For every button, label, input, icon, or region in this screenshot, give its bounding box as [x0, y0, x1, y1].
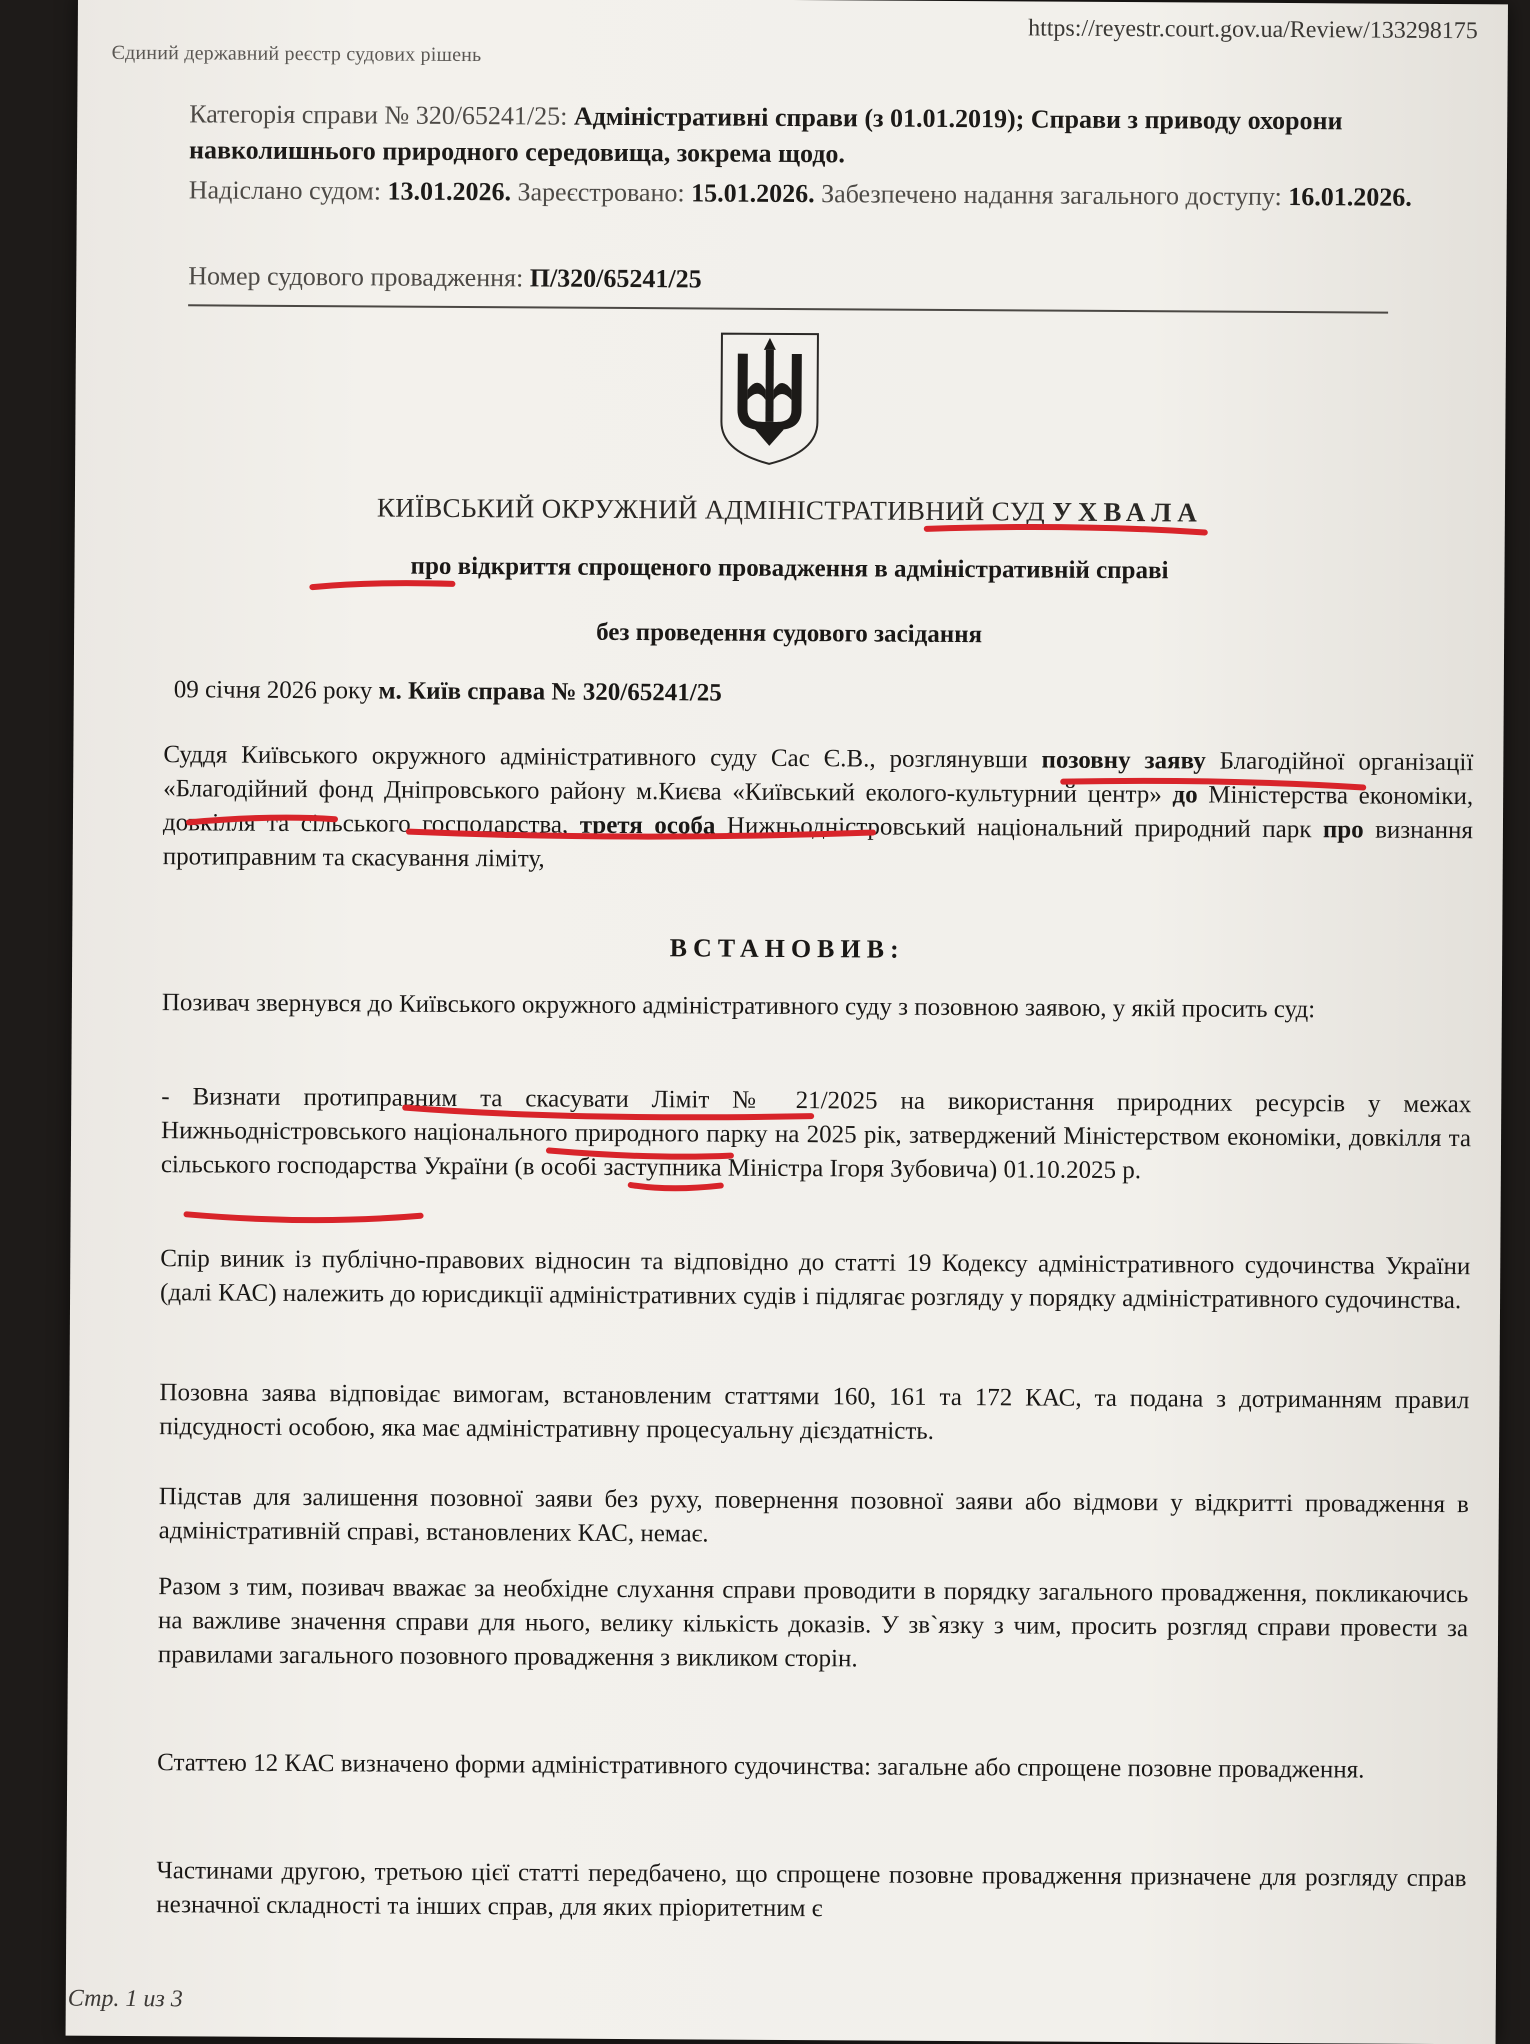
- sent-value: 13.01.2026.: [387, 176, 512, 207]
- proceeding-label: Номер судового провадження:: [188, 261, 524, 293]
- page-counter: Стр. 1 из 3: [67, 1985, 183, 2013]
- text-run-bold: до: [1172, 781, 1198, 809]
- ruling-subtitle: про відкриття спрощеного провадження в адміністративній справі: [410, 552, 1169, 585]
- category-label: Категорія справи № 320/65241/25:: [189, 99, 568, 131]
- category-value: Адміністративні справи (з 01.01.2019); Справи з приводу охорони навколишнього природного середовища, зокрема щодо.: [188, 101, 1343, 169]
- paragraph: Статтею 12 КАС визначено форми адміністративного судочинства: загальне або спрощене позовне провадження.: [157, 1749, 1365, 1784]
- paragraph: Разом з тим, позивач вважає за необхідне слухання справи проводити в порядку загального провадження, покликаючись на важливе значення справи для нього, велику кількість доказів. У зв`язку з чим, просить розгляд справи провести за правилами загального позовного провадження з викликом сторін.: [157, 1573, 1469, 1673]
- paragraph: Спір виник із публічно-правових відносин та відповідно до статті 19 Кодексу адміністративного судочинства України (далі КАС) належить до юрисдикції адміністративних судів і підлягає розгляду у порядку адміністративного судочинства.: [160, 1245, 1471, 1315]
- case-category: [189, 96, 1469, 176]
- document-type: УХВАЛА: [1052, 496, 1203, 528]
- trident-emblem-icon: [717, 330, 822, 469]
- text-run: визнання протиправним та скасування ліміту,: [162, 816, 1474, 873]
- ruling-subtitle-2: без проведення судового засідання: [596, 618, 983, 649]
- text-run-bold: позовну заяву: [1041, 746, 1206, 775]
- section-heading: ВСТАНОВИВ:: [669, 933, 905, 964]
- intro-paragraph: [163, 738, 1474, 882]
- court-name: КИЇВСЬКИЙ ОКРУЖНИЙ АДМІНІСТРАТИВНИЙ СУД: [376, 492, 1046, 527]
- access-label: Забезпечено надання загального доступу:: [821, 179, 1282, 211]
- paragraph: Позовна заява відповідає вимогам, встановленим статтями 160, 161 та 172 КАС, та подана з дотриманням правил підсудності особою, яка має адміністративну процесуальну дієздатність.: [159, 1379, 1470, 1445]
- underline-mark: [631, 1185, 721, 1189]
- source-url[interactable]: https://reyestr.court.gov.ua/Review/133298175: [1028, 15, 1478, 45]
- underline-mark: [187, 1214, 421, 1220]
- proceeding-number: [188, 258, 1468, 302]
- paragraph: Частинами другою, третьою цієї статті передбачено, що спрощене позовне провадження призначене для розгляду справ незначної складності та інших справ, для яких пріоритетним є: [156, 1857, 1467, 1923]
- text-run: Суддя Київського окружного адміністративного суду Сас Є.В., розглянувши: [163, 741, 1042, 774]
- registry-name: Єдиний державний реєстр судових рішень: [111, 41, 482, 67]
- paragraph: Підстав для залишення позовної заяви без руху, повернення позовної заяви або відмови у відкритті провадження в адміністративній справі, встановлених КАС, немає.: [158, 1483, 1469, 1548]
- text-run: Благодійної організації «Благодійний фонд Дніпровського району м.Києва «Київський еколого-культурний центр»: [163, 747, 1474, 809]
- registered-label: Зареєстровано:: [517, 177, 685, 208]
- header-divider: [188, 304, 1388, 313]
- registered-value: 15.01.2026.: [691, 178, 815, 209]
- document-page: [66, 0, 1508, 2044]
- text-run: Міністерства економіки, довкілля та сільського господарства,: [162, 781, 1474, 839]
- paragraph: Позивач звернувся до Київського окружного адміністративного суду з позовною заявою, у якій просить суд:: [161, 989, 1316, 1024]
- text-run-bold: третя особа: [579, 811, 716, 840]
- court-title: [75, 491, 1505, 531]
- sent-label: Надіслано судом:: [188, 175, 382, 206]
- text-run: Нижньодністровський національний природний парк: [715, 812, 1323, 844]
- date-line: [174, 676, 722, 707]
- place-and-case: м. Київ справа № 320/65241/25: [378, 677, 722, 707]
- case-dates: [189, 172, 1469, 216]
- ruling-date: 09 січня 2026 року: [173, 676, 373, 705]
- claim-paragraph: - Визнати протиправним та скасувати Ліміт № 21/2025 на використання природних ресурсів у межах Нижньодністровського національного природного парку на 2025 рік, затверджений Міністерством економіки, довкілля та сільського господарства України (в особі заступника Міністра Ігоря Зубовича) 01.10.2025 р.: [160, 1083, 1472, 1185]
- underline-mark: [312, 583, 452, 588]
- access-value: 16.01.2026.: [1288, 182, 1412, 212]
- text-run-bold: про: [1322, 816, 1364, 844]
- proceeding-value: П/320/65241/25: [529, 263, 702, 294]
